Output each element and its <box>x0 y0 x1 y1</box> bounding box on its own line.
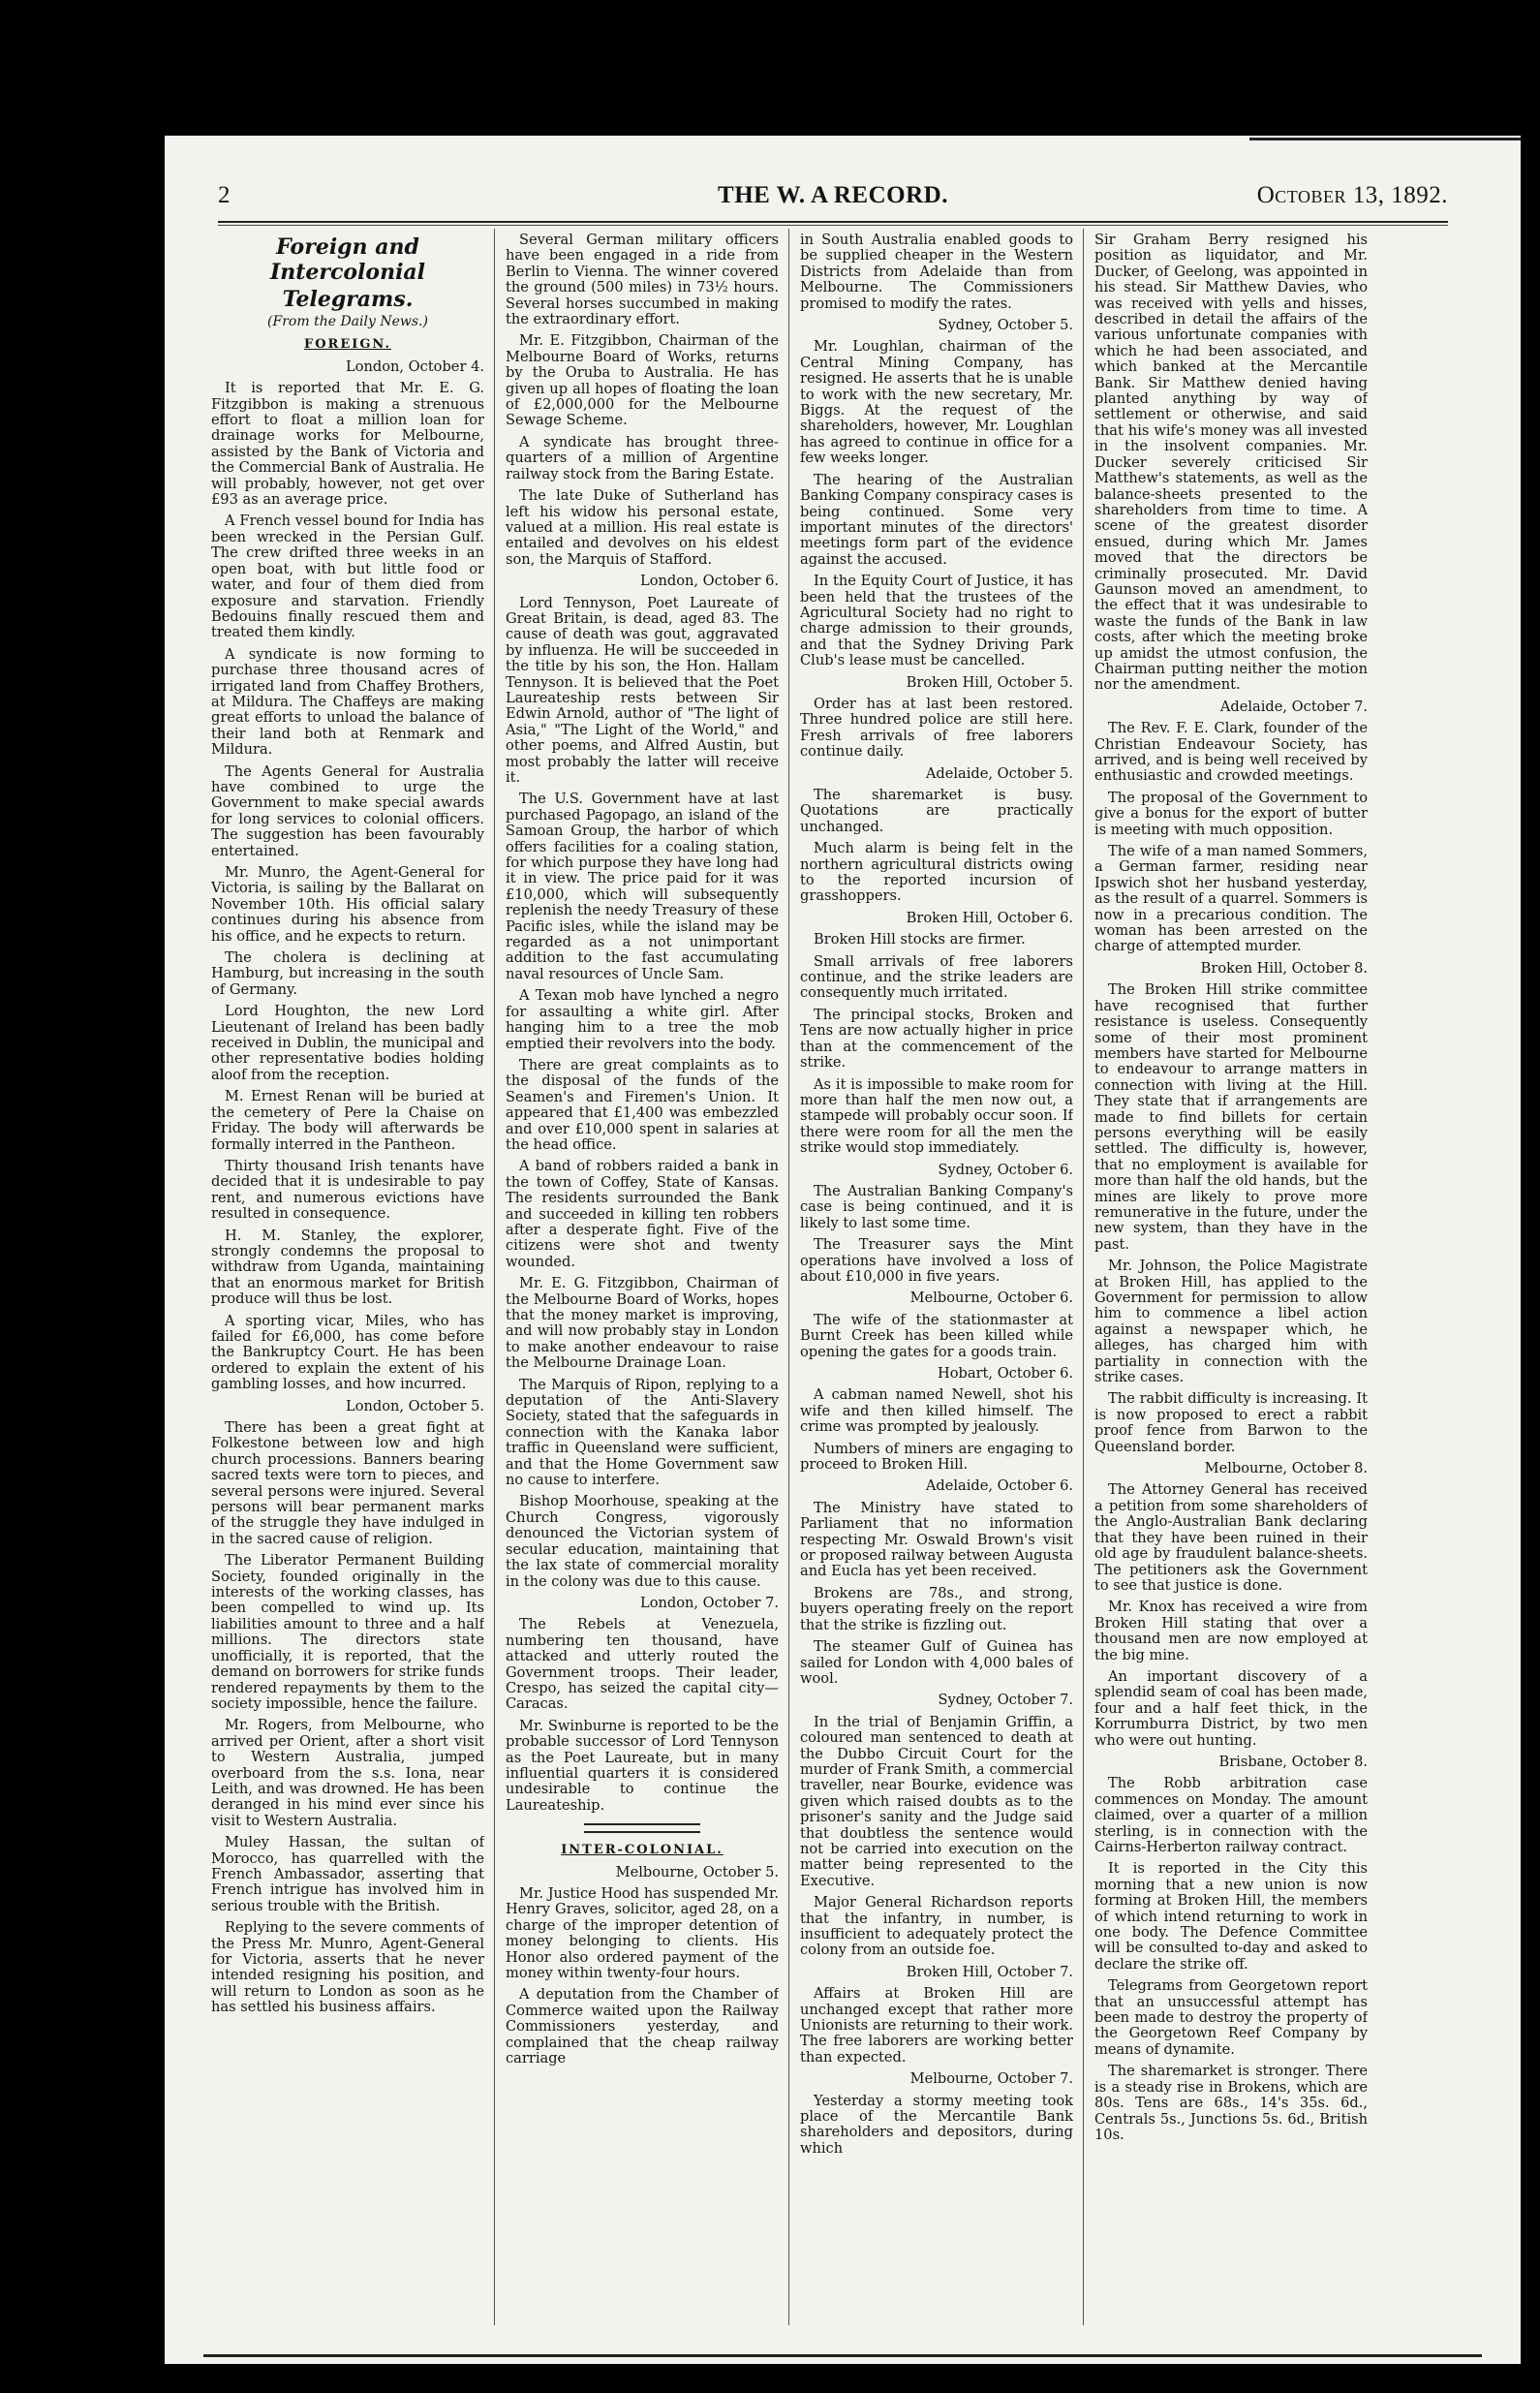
dateline: London, October 6. <box>640 573 779 590</box>
article-paragraph: A French vessel bound for India has been wrecked in the Persian Gulf. The crew drifted three weeks in an open boat, with but little food or water, and four of them died from exposure and starvation. Friendly Bedouins finally rescued them and treated them kindly. <box>211 513 484 641</box>
article-paragraph: An important discovery of a splendid seam of coal has been made, four and a half feet thick, in the Korrumburra District, by two men who were out hunting. <box>1094 1667 1368 1749</box>
bottom-edge-rule <box>203 2354 1482 2357</box>
article-paragraph: A band of robbers raided a bank in the town of Coffey, State of Kansas. The residents surrounded the Bank and succeeded in killing ten robbers after a desperate fight. Five of the citizens were shot and twenty wounded. <box>506 1158 779 1270</box>
article-paragraph: Lord Tennyson, Poet Laureate of Great Britain, is dead, aged 83. The cause of death was gout, aggravated by influenza. He will be succeeded in the title by his son, the Hon. Hallam Tennyson. It is believed that the Poet Laureateship rests between Sir Edwin Arnold, author of "The light of Asia," "The Light of the World," and other poems, and Alfred Austin, but most probably the latter will receive it. <box>506 594 779 786</box>
article-paragraph: The Robb arbitration case commences on Monday. The amount claimed, over a quarter of a million sterling, is in connection with the Cairns-Herberton railway contract. <box>1094 1775 1368 1855</box>
article-paragraph: in South Australia enabled goods to be supplied cheaper in the Western Districts from Adelaide than from Melbourne. The Commissioners promised to modify the rates. <box>800 233 1073 312</box>
top-edge-rule <box>1249 138 1521 140</box>
article-paragraph: The hearing of the Australian Banking Company conspiracy cases is being continued. Some very important minutes of the directors' meetings form part of the evidence against the accused. <box>800 471 1073 568</box>
column-1 <box>211 233 484 2333</box>
article-paragraph: Yesterday a stormy meeting took place of the Mercantile Bank shareholders and depositors, during which <box>800 2092 1073 2157</box>
article-paragraph: The Liberator Permanent Building Society, founded originally in the interests of the working classes, has been compelled to wind up. Its liabilities amount to three and a half millions. The directors state unofficially, it is reported, that the demand on borrowers for strike funds rendered repayments by them to the society impossible, hence the failure. <box>211 1552 484 1712</box>
article-paragraph: Telegrams from Georgetown report that an unsuccessful attempt has been made to destroy the property of the Georgetown Reef Company by means of dynamite. <box>1094 1977 1368 2058</box>
article-paragraph: Mr. Munro, the Agent-General for Victoria, is sailing by the Ballarat on November 10th. His official salary continues during his absence from his office, and he expects to return. <box>211 864 484 945</box>
article-paragraph: The principal stocks, Broken and Tens are now actually higher in price than at the commencement of the strike. <box>800 1006 1073 1072</box>
dateline: Melbourne, October 7. <box>909 2070 1073 2088</box>
article-paragraph: Broken Hill stocks are firmer. <box>814 931 1026 948</box>
article-paragraph: The late Duke of Sutherland has left his widow his personal estate, valued at a million. His real estate is entailed and devolves on his eldest son, the Marquis of Stafford. <box>506 487 779 568</box>
article-paragraph: M. Ernest Renan will be buried at the cemetery of Pere la Chaise on Friday. The body will afterwards be formally interred in the Pantheon. <box>211 1088 484 1153</box>
issue-date: October 13, 1892. <box>1256 182 1448 208</box>
newspaper-page <box>165 136 1521 2364</box>
article-paragraph: The Attorney General has received a petition from some shareholders of the Anglo-Australian Bank declaring that they have been ruined in their old age by fraudulent balance-sheets. The petitioners ask the Government to see that justice is done. <box>1094 1481 1368 1594</box>
article-paragraph: The Rev. F. E. Clark, founder of the Christian Endeavour Society, has arrived, and is being well received by enthusiastic and crowded meetings. <box>1094 720 1368 785</box>
dateline: Broken Hill, October 6. <box>906 909 1073 926</box>
dateline: Sydney, October 7. <box>938 1692 1073 1709</box>
article-paragraph: It is reported that Mr. E. G. Fitzgibbon is making a strenuous effort to float a million loan for drainage works for Melbourne, assisted by the Bank of Victoria and the Commercial Bank of Australia. He will probably, however, not get over £93 as an average price. <box>211 380 484 509</box>
column-divider <box>788 229 789 2325</box>
article-paragraph: Mr. Knox has received a wire from Broken Hill stating that over a thousand men are now employed at the big mine. <box>1094 1599 1368 1663</box>
article-paragraph: The cholera is declining at Hamburg, but increasing in the south of Germany. <box>211 949 484 998</box>
section-title-foreign: FOREIGN. <box>303 337 392 353</box>
article-paragraph: It is reported in the City this morning that a new union is now forming at Broken Hill, the members of which intend returning to work in one body. The Defence Committee will be consulted to-day and asked to declare the strike off. <box>1094 1860 1368 1973</box>
dateline: Adelaide, October 5. <box>925 764 1073 782</box>
article-paragraph: H. M. Stanley, the explorer, strongly condemns the proposal to withdraw from Uganda, maintaining that an enormous market for British produce will thus be lost. <box>211 1227 484 1308</box>
dateline: Brisbane, October 8. <box>1218 1753 1368 1770</box>
article-paragraph: Several German military officers have been engaged in a ride from Berlin to Vienna. The winner covered the ground (500 miles) in 73½ hours. Several horses succumbed in making the extraordinary effort. <box>506 233 779 328</box>
article-paragraph: Mr. E. G. Fitzgibbon, Chairman of the Melbourne Board of Works, hopes that the money market is improving, and will now probably stay in London to make another endeavour to raise the Melbourne Drainage Loan. <box>506 1275 779 1372</box>
masthead-rule <box>218 221 1448 226</box>
article-paragraph: The Agents General for Australia have combined to urge the Government to make special awards for long services to colonial officers. The suggestion has been favourably entertained. <box>211 762 484 859</box>
article-paragraph: A syndicate is now forming to purchase three thousand acres of irrigated land from Chaffey Brothers, at Mildura. The Chaffeys are making great efforts to unload the balance of their land both at Renmark and Mildura. <box>211 645 484 759</box>
dateline: London, October 5. <box>346 1397 484 1414</box>
article-paragraph: Replying to the severe comments of the Press Mr. Munro, Agent-General for Victoria, asserts that he never intended resigning his position, and will return to London as soon as he has settled his business affairs. <box>211 1919 484 2016</box>
article-paragraph: Mr. Rogers, from Melbourne, who arrived per Orient, after a short visit to Western Australia, jumped overboard from the s.s. Iona, near Leith, and was drowned. He has been deranged in his mind ever since his visit to Western Australia. <box>211 1717 484 1829</box>
dateline: London, October 4. <box>346 357 484 375</box>
article-paragraph: Affairs at Broken Hill are unchanged except that rather more Unionists are returning to their work. The free laborers are working better than expected. <box>800 1985 1073 2066</box>
dateline: Melbourne, October 6. <box>909 1290 1073 1307</box>
dateline: Melbourne, October 8. <box>1204 1460 1368 1477</box>
article-paragraph: A sporting vicar, Miles, who has failed for £6,000, has come before the Bankruptcy Court. He has been ordered to explain the extent of his gambling losses, and how incurred. <box>211 1312 484 1393</box>
article-paragraph: Mr. Johnson, the Police Magistrate at Broken Hill, has applied to the Government for permission to allow him to commence a libel action against a newspaper which, he alleges, has charged him with partiality in connection with the strike cases. <box>1094 1258 1368 1386</box>
article-paragraph: The wife of a man named Sommers, a German farmer, residing near Ipswich shot her husband yesterday, as the result of a quarrel. Sommers is now in a precarious condition. The woman has been arrested on the charge of attempted murder. <box>1094 843 1368 955</box>
article-paragraph: Brokens are 78s., and strong, buyers operating freely on the report that the strike is fizzling out. <box>800 1584 1073 1633</box>
article-paragraph: Mr. Loughlan, chairman of the Central Mining Company, has resigned. He asserts that he is unable to work with the new secretary, Mr. Biggs. At the request of the shareholders, however, Mr. Loughlan has agreed to continue in office for a few weeks longer. <box>800 338 1073 467</box>
article-paragraph: The Rebels at Venezuela, numbering ten thousand, have attacked and utterly routed the Government troops. Their leader, Crespo, has seized the capital city—Caracas. <box>506 1616 779 1713</box>
article-paragraph: Sir Graham Berry resigned his position as liquidator, and Mr. Ducker, of Geelong, was appointed in his stead. Sir Matthew Davies, who was received with yells and hisses, described in detail the affairs of the various unfortunate companies with which he had been associated, and which banked at the Mercantile Bank. Sir Matthew denied having planted anything by way of settlement or otherwise, and said that his wife's money was all invested in the insolvent companies. Mr. Ducker severely criticised Sir Matthew's statements, as well as the balance-sheets presented to the shareholders from time to time. A scene of the greatest disorder ensued, during which Mr. James moved that the directors be criminally prosecuted. Mr. David Gaunson moved an amendment, to the effect that it was undesirable to waste the funds of the Bank in law costs, after which the meeting broke up amidst the utmost confusion, the Chairman putting neither the motion nor the amendment. <box>1094 233 1368 694</box>
article-paragraph: Numbers of miners are engaging to proceed to Broken Hill. <box>800 1440 1073 1474</box>
article-paragraph: The Treasurer says the Mint operations have involved a loss of about £10,000 in five years. <box>800 1236 1073 1285</box>
dateline: Sydney, October 5. <box>938 317 1073 334</box>
dateline: Adelaide, October 7. <box>1219 698 1368 715</box>
column-divider <box>1083 229 1084 2325</box>
dateline: Broken Hill, October 5. <box>906 673 1073 691</box>
article-paragraph: The wife of the stationmaster at Burnt Creek has been killed while opening the gates for a goods train. <box>800 1311 1073 1360</box>
article-paragraph: Order has at last been restored. Three hundred police are still here. Fresh arrivals of free laborers continue daily. <box>800 695 1073 761</box>
article-paragraph: The Broken Hill strike committee have recognised that further resistance is useless. Consequently some of their most prominent members have started for Melbourne to endeavour to arrange matters in connection with living at the Hill. They state that if arrangements are made to find billets for certain persons everything will be easily settled. The difficulty is, however, that no employment is available for more than half the old hands, but the mines are likely to prove more remunerative in the future, under the new system, than they have in the past. <box>1094 981 1368 1253</box>
article-paragraph: Lord Houghton, the new Lord Lieutenant of Ireland has been badly received in Dublin, the municipal and other representative bodies holding aloof from the reception. <box>211 1003 484 1083</box>
column-4 <box>1094 233 1368 2333</box>
dateline: London, October 7. <box>640 1594 779 1611</box>
article-paragraph: Much alarm is being felt in the northern agricultural districts owing to the reported incursion of grasshoppers. <box>800 840 1073 905</box>
source-credit: (From the Daily News.) <box>267 314 428 329</box>
article-paragraph: The sharemarket is stronger. There is a steady rise in Brokens, which are 80s. Tens are 68s., 14's 35s. 6d., Centrals 5s., Junctions 5s. 6d., British 10s. <box>1094 2063 1368 2143</box>
page-number: 2 <box>218 182 231 208</box>
dateline: Sydney, October 6. <box>938 1161 1073 1178</box>
dateline: Hobart, October 6. <box>938 1365 1073 1382</box>
article-paragraph: Mr. E. Fitzgibbon, Chairman of the Melbourne Board of Works, returns by the Oruba to Australia. He has given up all hopes of floating the loan of £2,000,000 for the Melbourne Sewage Scheme. <box>506 332 779 429</box>
article-paragraph: The rabbit difficulty is increasing. It is now proposed to erect a rabbit proof fence from Barwon to the Queensland border. <box>1094 1390 1368 1455</box>
article-paragraph: A syndicate has brought three-quarters of a million of Argentine railway stock from the Baring Estate. <box>506 433 779 482</box>
dateline: Broken Hill, October 8. <box>1200 959 1368 977</box>
article-paragraph: In the trial of Benjamin Griffin, a coloured man sentenced to death at the Dubbo Circuit Court for the murder of Frank Smith, a commercial traveller, near Bourke, evidence was given which raised doubts as to the prisoner's sanity and the Judge said that doubtless the sentence would not be carried into execution on the matter being represented to the Executive. <box>800 1713 1073 1889</box>
article-paragraph: Muley Hassan, the sultan of Morocco, has quarrelled with the French Ambassador, asserting that French intrigue has involved him in serious trouble with the British. <box>211 1834 484 1914</box>
article-paragraph: There has been a great fight at Folkestone between low and high church processions. Banners bearing sacred texts were torn to pieces, and several persons were injured. Several persons will bear permanent marks of the struggle they have indulged in in the sacred cause of religion. <box>211 1419 484 1547</box>
article-paragraph: The Ministry have stated to Parliament that no information respecting Mr. Oswald Brown's visit or proposed railway between Augusta and Eucla has yet been received. <box>800 1499 1073 1580</box>
article-paragraph: Mr. Swinburne is reported to be the probable successor of Lord Tennyson as the Poet Laureate, but in many influential quarters it is considered undesirable to continue the Laureateship. <box>506 1717 779 1814</box>
article-paragraph: Bishop Moorhouse, speaking at the Church Congress, vigorously denounced the Victorian system of secular education, maintaining that the lax state of commercial morality in the colony was due to this cause. <box>506 1493 779 1590</box>
article-paragraph: Major General Richardson reports that the infantry, in number, is insufficient to adequately protect the colony from an outside foe. <box>800 1894 1073 1959</box>
column-divider <box>494 229 495 2325</box>
article-paragraph: The proposal of the Government to give a bonus for the export of butter is meeting with much opposition. <box>1094 789 1368 838</box>
article-paragraph: There are great complaints as to the disposal of the funds of the Seamen's and Firemen's Union. It appeared that £1,400 was embezzled and over £10,000 spent in salaries at the head office. <box>506 1056 779 1153</box>
article-paragraph: A cabman named Newell, shot his wife and then killed himself. The crime was prompted by jealously. <box>800 1386 1073 1436</box>
article-paragraph: Thirty thousand Irish tenants have decided that it is undesirable to pay rent, and numerous evictions have resulted in consequence. <box>211 1157 484 1223</box>
column-3 <box>800 233 1073 2333</box>
article-paragraph: A Texan mob have lynched a negro for assaulting a white girl. After hanging him to a tree the mob emptied their revolvers into the body. <box>506 987 779 1052</box>
section-title-inter-colonial: INTER-COLONIAL. <box>561 1843 724 1858</box>
article-paragraph: As it is impossible to make room for more than half the men now out, a stampede will probably occur soon. If there were room for all the men the strike would stop immediately. <box>800 1075 1073 1157</box>
masthead <box>218 182 1448 219</box>
article-paragraph: The U.S. Government have at last purchased Pagopago, an island of the Samoan Group, the harbor of which offers facilities for a coaling station, for which purpose they have long had it in view. The price paid for it was £10,000, which will subsequently replenish the needy Treasury of these Pacific isles, while the island may be regarded as a not unimportant addition to the fast accumulating naval resources of Uncle Sam. <box>506 791 779 982</box>
section-separator-rule <box>584 1823 700 1833</box>
article-paragraph: Small arrivals of free laborers continue, and the strike leaders are consequently much irritated. <box>800 952 1073 1002</box>
dateline: Adelaide, October 6. <box>925 1477 1073 1495</box>
section-rubric-telegrams: Telegrams. <box>282 287 414 312</box>
article-paragraph: Mr. Justice Hood has suspended Mr. Henry Graves, solicitor, aged 28, on a charge of the improper detention of money belonging to clients. His Honor also ordered payment of the money within twenty-four hours. <box>506 1885 779 1982</box>
article-paragraph: The steamer Gulf of Guinea has sailed for London with 4,000 bales of wool. <box>800 1638 1073 1687</box>
article-paragraph: The sharemarket is busy. Quotations are practically unchanged. <box>800 787 1073 835</box>
section-rubric: Foreign and Intercolonial <box>269 234 426 285</box>
dateline: Melbourne, October 5. <box>615 1863 779 1880</box>
dateline: Broken Hill, October 7. <box>906 1963 1073 1980</box>
article-paragraph: The Australian Banking Company's case is being continued, and it is likely to last some time. <box>800 1182 1073 1231</box>
column-2 <box>506 233 779 2333</box>
article-paragraph: The Marquis of Ripon, replying to a deputation of the Anti-Slavery Society, stated that the safeguards in connection with the Kanaka labor traffic in Queensland were sufficient, and that the Home Government saw no cause to interfere. <box>506 1376 779 1489</box>
article-paragraph: In the Equity Court of Justice, it has been held that the trustees of the Agricultural Society had no right to charge admission to their grounds, and that the Sydney Driving Park Club's lease must be cancelled. <box>800 573 1073 669</box>
article-paragraph: A deputation from the Chamber of Commerce waited upon the Railway Commissioners yesterday, and complained that the cheap railway carriage <box>506 1986 779 2067</box>
newspaper-title: THE W. A RECORD. <box>718 182 948 208</box>
